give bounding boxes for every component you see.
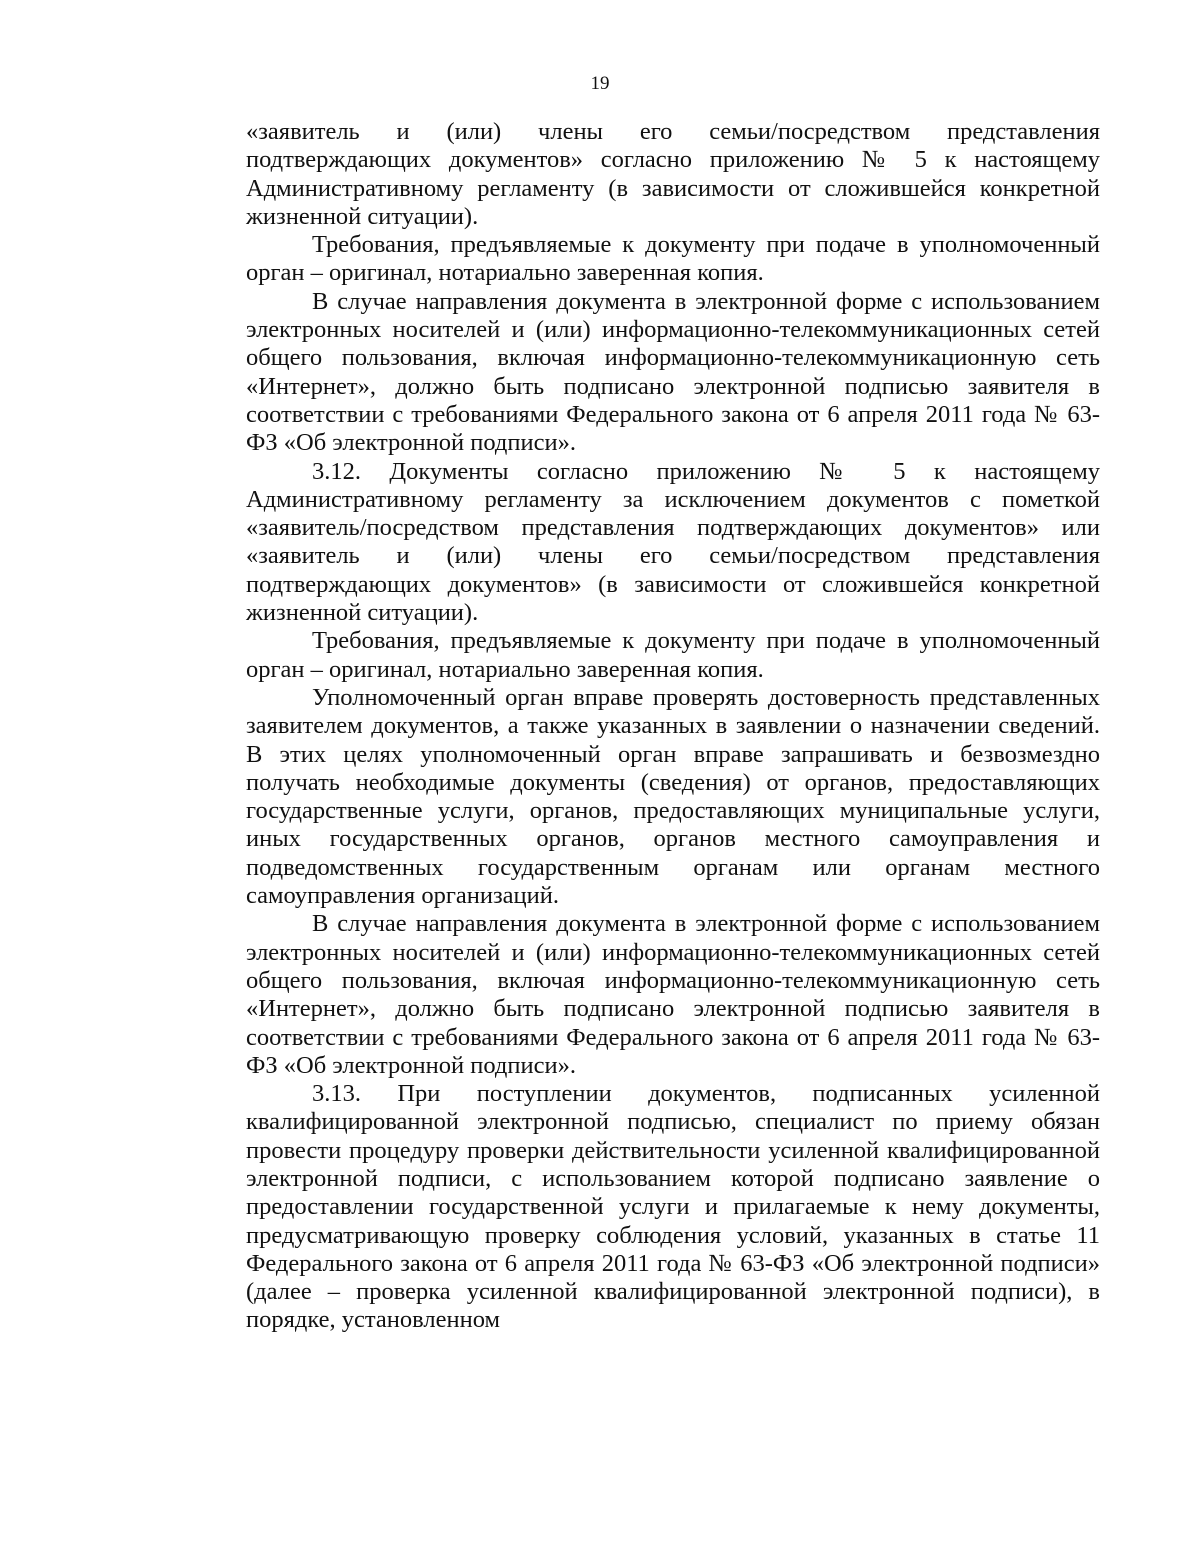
- paragraph-7: В случае направления документа в электронной форме с использованием электронных носителей и (или) информационно-телекоммуникационных сетей общего пользования, включая информационно-телекоммуникационную сеть «Интернет», должно быть подписано электронной подписью заявителя в соответствии с требованиями Федерального закона от 6 апреля 2011 года № 63-ФЗ «Об электронной подписи».: [246, 910, 1100, 1079]
- paragraph-2: Требования, предъявляемые к документу при подаче в уполномоченный орган – оригинал, нотариально заверенная копия.: [246, 231, 1100, 287]
- paragraph-8: 3.13. При поступлении документов, подписанных усиленной квалифицированной электронной подписью, специалист по приему обязан провести процедуру проверки действительности усиленной квалифицированной электронной подписи, с использованием которой подписано заявление о предоставлении государственной услуги и прилагаемые к нему документы, предусматривающую проверку соблюдения условий, указанных в статье 11 Федерального закона от 6 апреля 2011 года № 63-ФЗ «Об электронной подписи» (далее – проверка усиленной квалифицированной электронной подписи), в порядке, установленном: [246, 1080, 1100, 1334]
- paragraph-5: Требования, предъявляемые к документу при подаче в уполномоченный орган – оригинал, нотариально заверенная копия.: [246, 627, 1100, 683]
- document-body: [246, 118, 1100, 1335]
- paragraph-3: В случае направления документа в электронной форме с использованием электронных носителей и (или) информационно-телекоммуникационных сетей общего пользования, включая информационно-телекоммуникационную сеть «Интернет», должно быть подписано электронной подписью заявителя в соответствии с требованиями Федерального закона от 6 апреля 2011 года № 63-ФЗ «Об электронной подписи».: [246, 287, 1100, 457]
- page-number: 19: [590, 73, 610, 94]
- paragraph-4: 3.12. Документы согласно приложению № 5 к настоящему Административному регламенту за исключением документов с пометкой «заявитель/посредством представления подтверждающих документов» или «заявитель и (или) члены его семьи/посредством представления подтверждающих документов» (в зависимости от сложившейся конкретной жизненной ситуации).: [246, 457, 1100, 627]
- paragraph-6: Уполномоченный орган вправе проверять достоверность представленных заявителем документов, а также указанных в заявлении о назначении сведений. В этих целях уполномоченный орган вправе запрашивать и безвозмездно получать необходимые документы (сведения) от органов, предоставляющих государственные услуги, органов, предоставляющих муниципальные услуги, иных государственных органов, органов местного самоуправления и подведомственных государственным органам или органам местного самоуправления организаций.: [246, 683, 1100, 910]
- paragraph-1: «заявитель и (или) члены его семьи/посредством представления подтверждающих документов» согласно приложению № 5 к настоящему Административному регламенту (в зависимости от сложившейся конкретной жизненной ситуации).: [246, 118, 1100, 230]
